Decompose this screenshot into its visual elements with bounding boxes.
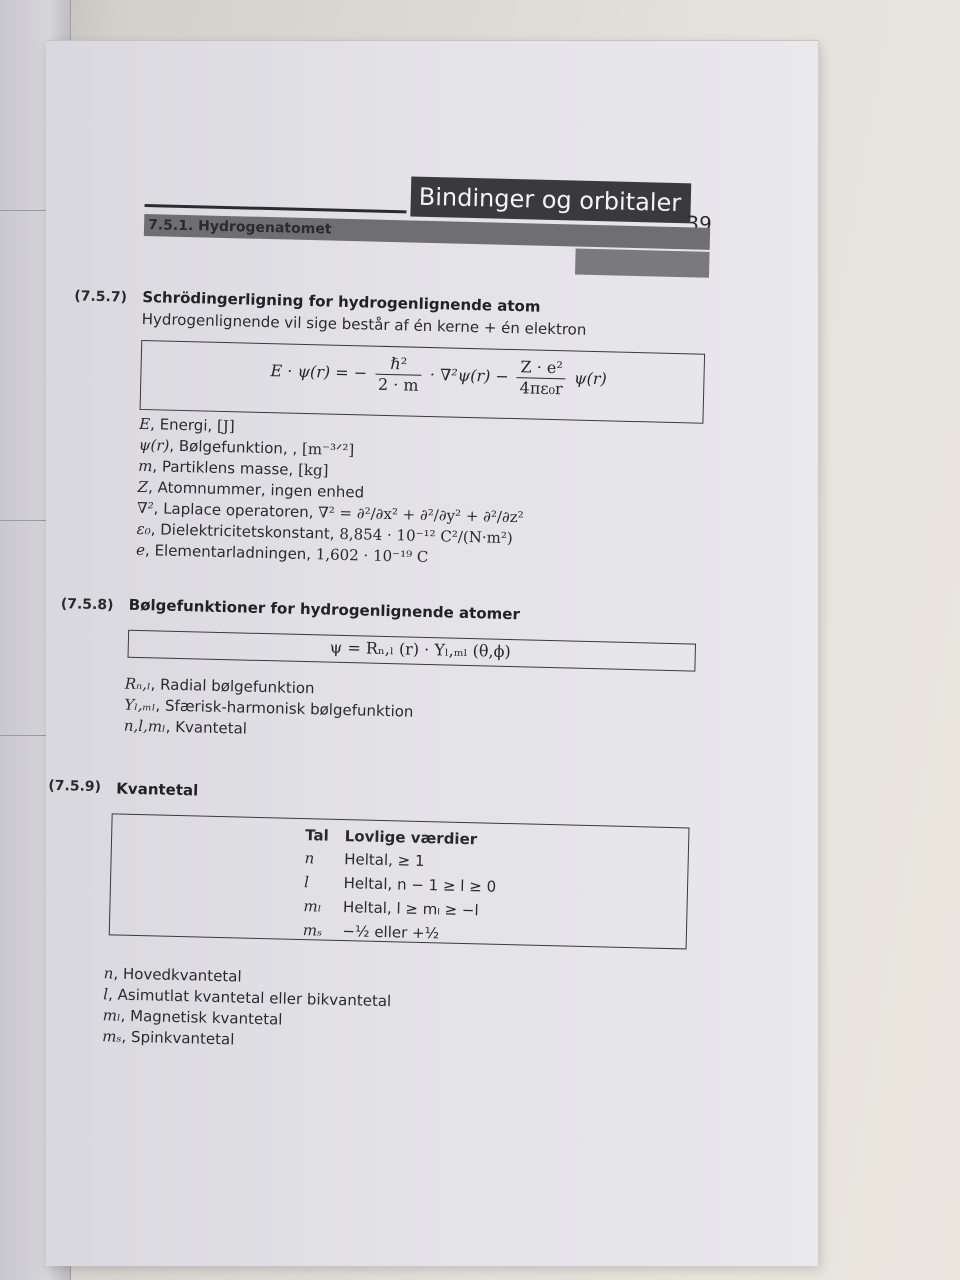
chapter-rule xyxy=(145,204,407,213)
page-content xyxy=(31,32,833,1275)
legend-symbol: n xyxy=(103,964,114,983)
column-header: Lovlige værdier xyxy=(344,827,478,849)
legend-text: , Atomnummer, ingen enhed xyxy=(147,478,365,502)
fraction xyxy=(375,354,423,396)
legend-symbol: l xyxy=(103,985,109,1004)
table-cell: n xyxy=(304,849,315,868)
legend-text: , Energi, xyxy=(149,415,218,435)
table-cell: mₛ xyxy=(302,921,323,940)
legend-unit: ∇² = ∂²/∂x² + ∂²/∂y² + ∂²/∂z² xyxy=(318,503,524,527)
legend-text: , Asimutlat kvantetal eller bikvantetal xyxy=(107,985,392,1011)
fraction-numerator: Z · e² xyxy=(517,357,567,379)
section-subtitle: Hydrogenlignende vil sige består af én kerne + én elektron xyxy=(141,309,587,339)
symbol-legend xyxy=(136,414,526,570)
legend-symbol: E xyxy=(138,414,151,434)
quantum-numbers-table xyxy=(303,824,514,947)
legend-text: , Kvantetal xyxy=(165,717,248,738)
legend-symbol: m xyxy=(137,456,153,476)
legend-symbol: Yₗ,ₘₗ xyxy=(124,695,156,715)
section-heading: Schrödingerligning for hydrogenlignende atom xyxy=(142,287,541,316)
legend-unit: [kg] xyxy=(297,460,329,480)
fraction-numerator: ℏ² xyxy=(375,354,422,376)
legend-unit: [m⁻³ᐟ²] xyxy=(301,439,355,460)
table-cell: −½ eller +½ xyxy=(342,922,440,943)
legend-text: , Radial bølgefunktion xyxy=(150,675,315,698)
legend-text: , Elementarladningen, xyxy=(144,541,317,564)
legend-text: , Bølgefunktion, , xyxy=(169,436,303,458)
legend-symbol: ∇² xyxy=(136,498,154,518)
table-cell: Heltal, n − 1 ≥ l ≥ 0 xyxy=(343,874,497,896)
table-cell: Heltal, l ≥ mₗ ≥ −l xyxy=(342,898,479,920)
equation-number: (7.5.9) xyxy=(48,777,102,796)
book-page xyxy=(46,40,819,1266)
schrodinger-equation xyxy=(270,351,607,400)
section-title: 7.5.1. Hydrogenatomet xyxy=(144,214,710,250)
formula-tail: ψ(r) xyxy=(573,368,607,389)
page-number: 39 xyxy=(685,211,713,236)
legend-symbol: ψ(r) xyxy=(138,435,170,455)
legend-unit: 8,854 · 10⁻¹² C²/(N·m²) xyxy=(339,524,513,548)
table-row xyxy=(303,918,512,947)
fraction xyxy=(516,357,566,399)
wavefunction-equation: ψ = Rₙ,ₗ (r) · Yₗ,ₘₗ (θ,ϕ) xyxy=(329,637,511,662)
fraction-denominator: 4πε₀r xyxy=(519,378,563,399)
legend-unit: 1,602 · 10⁻¹⁹ C xyxy=(315,545,429,567)
formula-middle: · ∇²ψ(r) − xyxy=(429,365,510,386)
legend-symbol: n,l,mₗ xyxy=(123,716,166,736)
equation-number: (7.5.7) xyxy=(74,288,128,306)
symbol-legend xyxy=(102,963,392,1054)
legend-symbol: ε₀ xyxy=(136,519,151,539)
section-bar-tail xyxy=(575,249,710,278)
legend-text: , Hovedkvantetal xyxy=(113,964,242,986)
legend-symbol: mₗ xyxy=(102,1006,121,1025)
table-cell: l xyxy=(303,873,310,892)
fraction-denominator: 2 · m xyxy=(377,374,419,395)
legend-text: , Laplace operatoren, xyxy=(153,499,319,522)
legend-text: , Partiklens masse, xyxy=(152,457,299,479)
table-cell: Heltal, ≥ 1 xyxy=(343,850,425,871)
legend-text: , Magnetisk kvantetal xyxy=(120,1006,283,1029)
legend-symbol: e xyxy=(135,540,146,560)
legend-text: , Dielektricitetskonstant, xyxy=(150,520,340,543)
formula-lhs: E · ψ(r) = − xyxy=(270,361,368,383)
section-heading: Kvantetal xyxy=(116,779,199,800)
table-cell: mₗ xyxy=(303,897,322,916)
symbol-legend xyxy=(124,674,415,744)
legend-text: , Sfærisk-harmonisk bølgefunktion xyxy=(155,696,414,721)
legend-unit: [J] xyxy=(216,416,235,436)
equation-number: (7.5.8) xyxy=(60,596,114,614)
legend-symbol: mₛ xyxy=(102,1027,122,1046)
section-heading: Bølgefunktioner for hydrogenlignende atomer xyxy=(128,595,521,624)
legend-symbol: Rₙ,ₗ xyxy=(124,674,151,694)
chapter-title: Bindinger og orbitaler xyxy=(410,177,691,224)
legend-text: , Spinkvantetal xyxy=(121,1027,235,1049)
legend-symbol: Z xyxy=(137,477,149,497)
column-header: Tal xyxy=(305,826,329,845)
